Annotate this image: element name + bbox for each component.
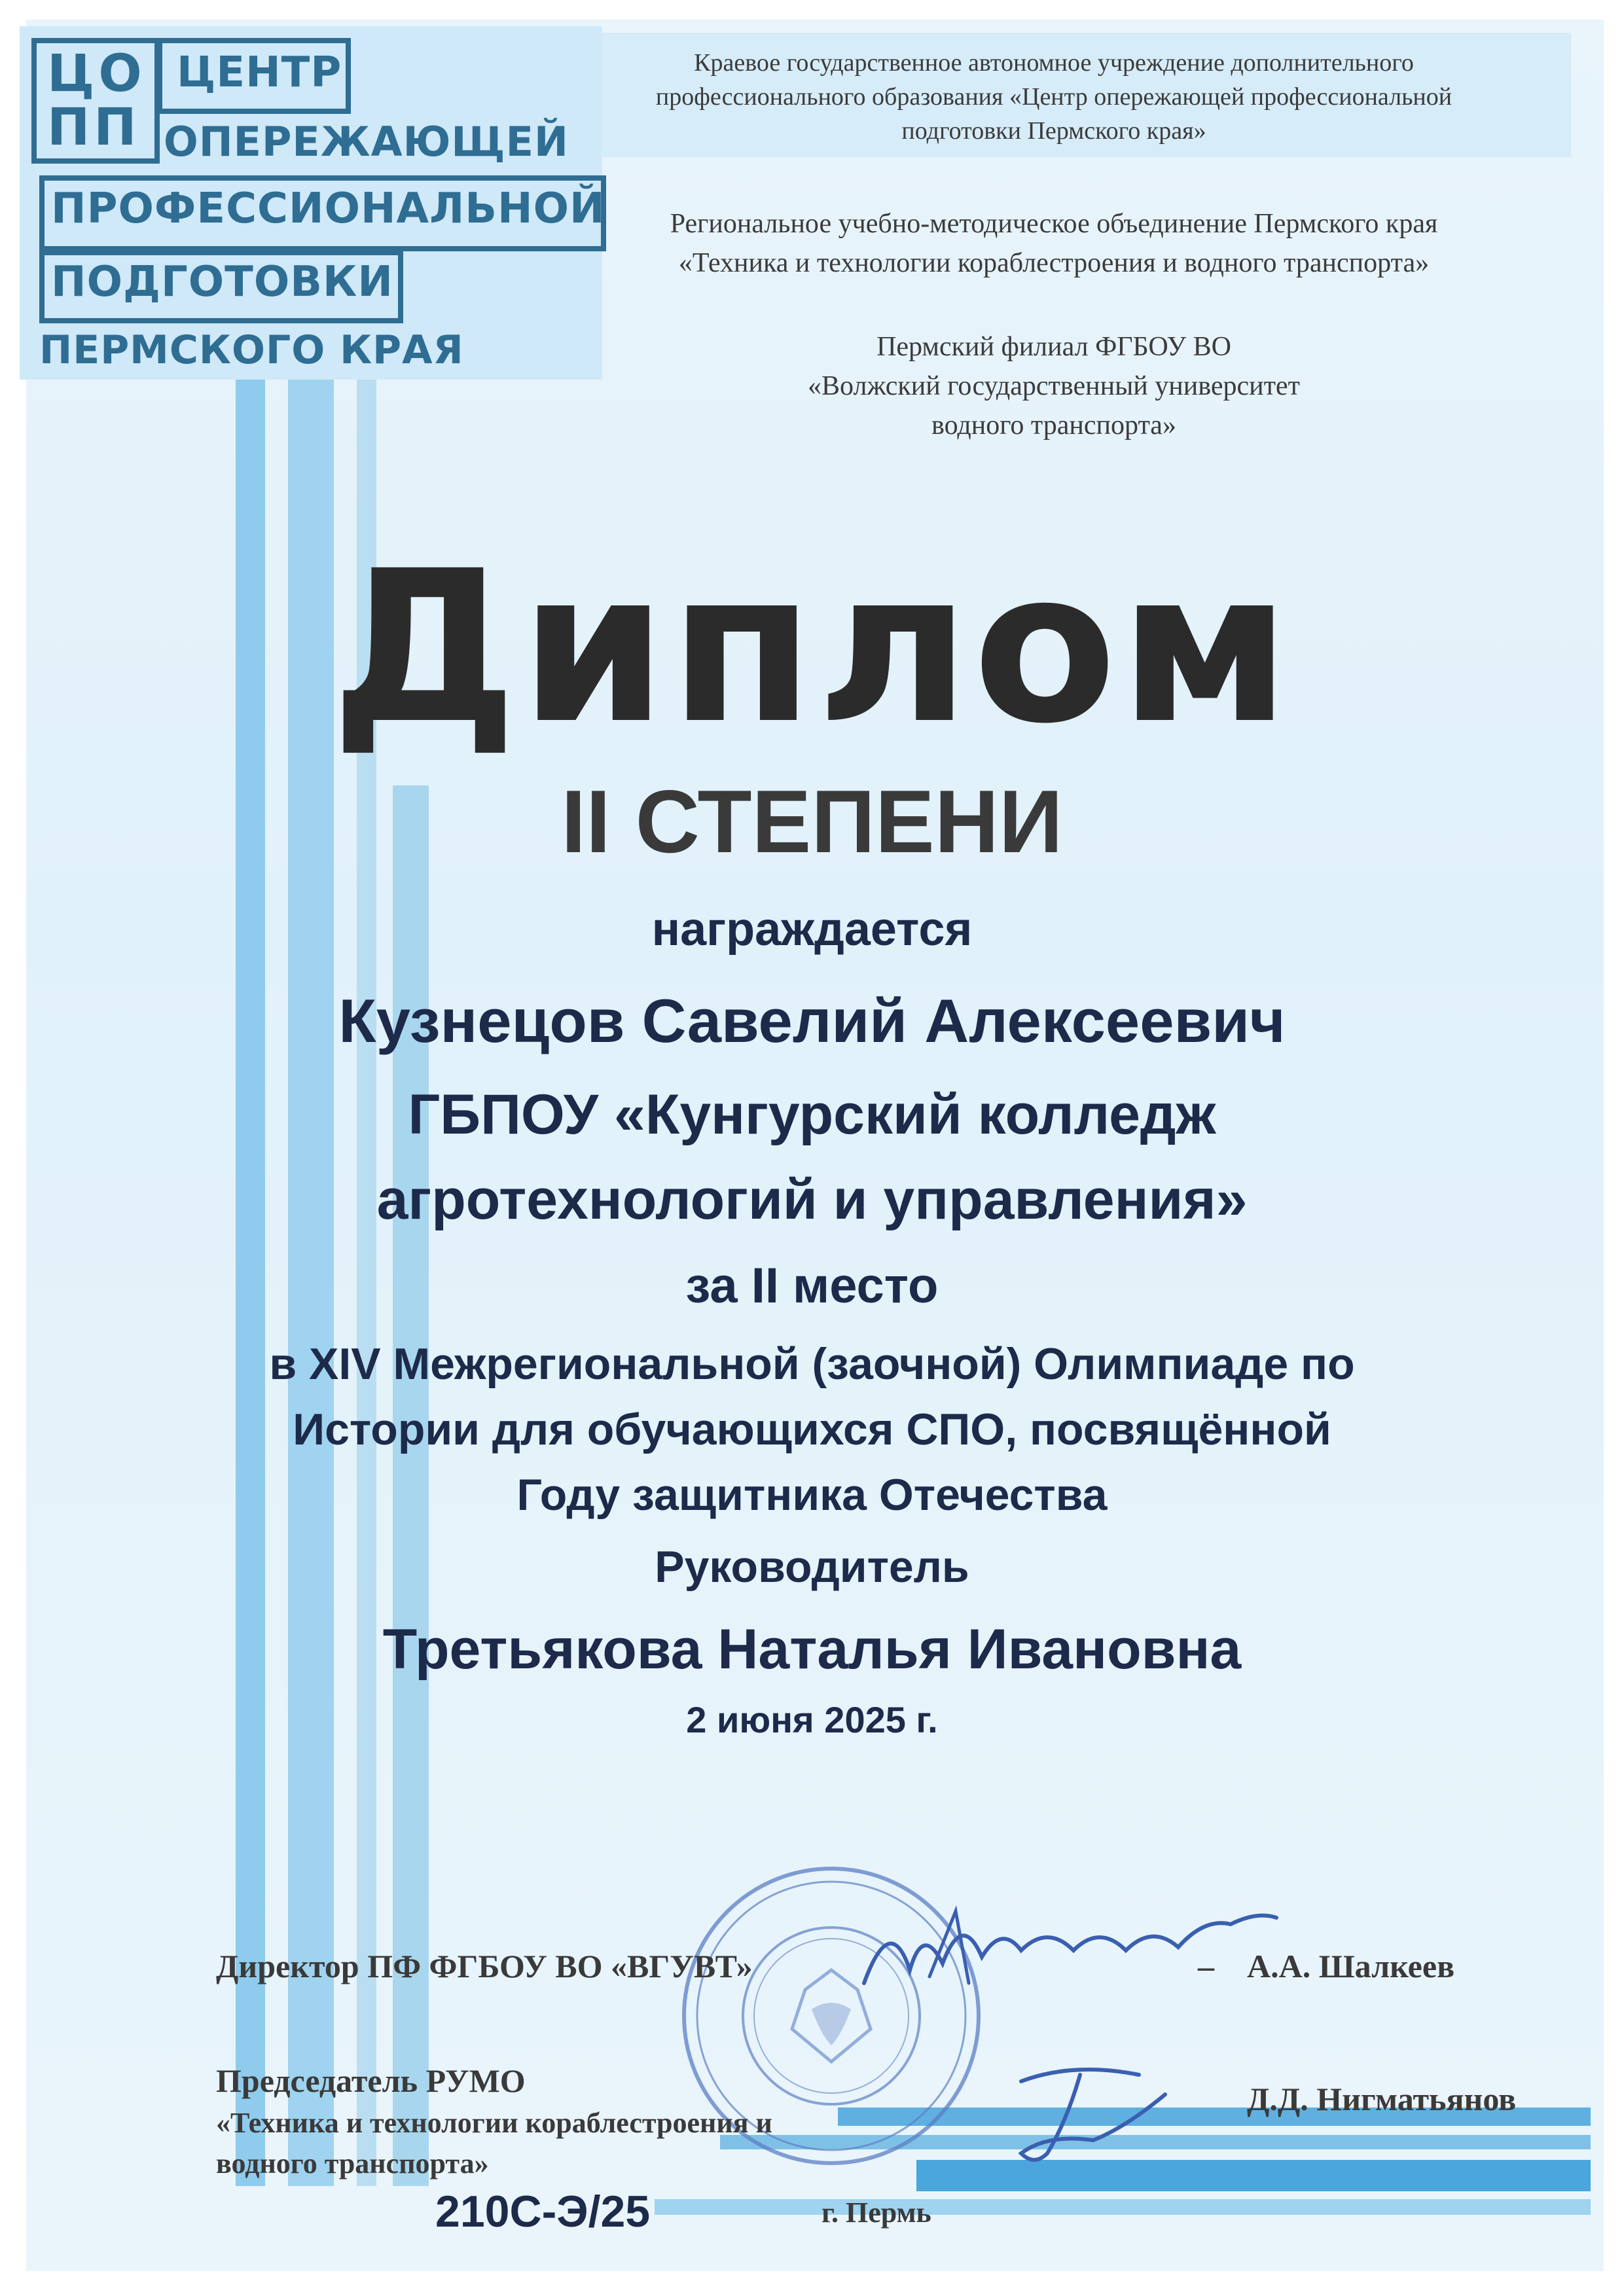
supervisor-label: Руководитель: [655, 1542, 969, 1592]
supervisor-name: Третьякова Наталья Ивановна: [382, 1618, 1242, 1681]
event-line-3: Году защитника Отечества: [516, 1470, 1108, 1520]
header-org-3: [543, 327, 1564, 445]
logo-line-4: ПОДГОТОВКИ: [51, 258, 393, 306]
header-org-3-line-2: «Волжский государственный университет: [808, 371, 1300, 401]
stripe-bottom-4: [655, 2199, 1591, 2215]
chair-name: Д.Д. Нигматьянов: [1247, 2081, 1517, 2117]
director-signature: [851, 1885, 1296, 2016]
director-name: А.А. Шалкеев: [1247, 1948, 1455, 1984]
director-title: Директор ПФ ФГБОУ ВО «ВГУВТ»: [216, 1948, 753, 1984]
header-org-1-line-2: профессионального образования «Центр опережающей профессиональной: [655, 83, 1453, 111]
chair-title: Председатель РУМО: [216, 2062, 526, 2099]
header-org-2: [543, 204, 1564, 283]
chair-org-line-1: «Техника и технологии кораблестроения и: [216, 2107, 772, 2139]
logo-line-5: ПЕРМСКОГО КРАЯ: [39, 327, 464, 373]
header-org-2-line-2: «Техника и технологии кораблестроения и водного транспорта»: [678, 248, 1430, 278]
institution-line-1: ГБПОУ «Кунгурский колледж: [408, 1083, 1216, 1146]
awarded-label: награждается: [651, 903, 973, 956]
recipient-name: Кузнецов Савелий Алексеевич: [338, 986, 1286, 1055]
logo-mark-bottom: ПП: [47, 98, 141, 157]
institution-line-2: агротехнологий и управления»: [376, 1168, 1248, 1231]
diploma-degree: II СТЕПЕНИ: [561, 772, 1063, 871]
diploma-date: 2 июня 2025 г.: [686, 1699, 938, 1740]
place-label: за II место: [685, 1258, 939, 1314]
header-org-1-line-1: Краевое государственное автономное учреждение дополнительного: [694, 49, 1414, 77]
header-org-1-line-3: подготовки Пермского края»: [901, 117, 1206, 145]
chair-org-line-2: водного транспорта»: [216, 2147, 489, 2179]
header-org-3-line-1: Пермский филиал ФГБОУ ВО: [876, 332, 1231, 362]
diploma-title: Диплом: [331, 526, 1293, 770]
event-line-1: в XIV Межрегиональной (заочной) Олимпиаде по: [269, 1339, 1355, 1389]
director-dash: –: [1198, 1948, 1214, 1984]
chair-signature: [995, 2055, 1191, 2186]
header-org-3-line-3: водного транспорта»: [931, 410, 1176, 440]
city-label: г. Пермь: [821, 2197, 931, 2229]
event-line-2: Истории для обучающихся СПО, посвящённой: [293, 1405, 1331, 1454]
logo-mark-top: ЦО: [47, 45, 146, 103]
diploma-number: 210С-Э/25: [435, 2187, 651, 2236]
logo-line-1: ЦЕНТР: [177, 48, 342, 97]
cop-logo: [20, 26, 605, 380]
logo-line-2: ОПЕРЕЖАЮЩЕЙ: [164, 118, 569, 166]
logo-line-3: ПРОФЕССИОНАЛЬНОЙ: [51, 185, 605, 233]
header-org-2-line-1: Региональное учебно-методическое объединение Пермского края: [670, 209, 1438, 239]
header-org-1: [543, 46, 1564, 148]
